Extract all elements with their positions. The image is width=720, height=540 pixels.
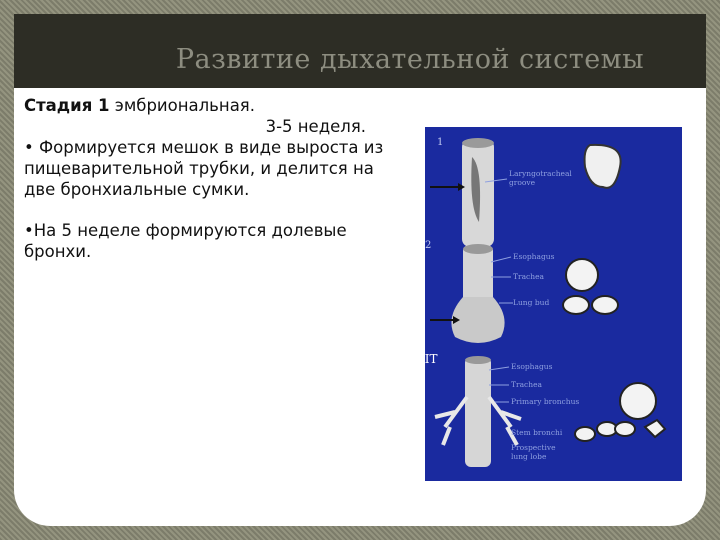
figure-cut-label: IIT xyxy=(420,352,438,366)
label-lung-bud: Lung bud xyxy=(513,298,550,307)
slide-body xyxy=(24,95,384,262)
stage-number-2: 2 xyxy=(425,240,432,251)
stage-number-1: 1 xyxy=(437,137,444,148)
label-stem-bronchi: Stem bronchi xyxy=(511,428,563,437)
foregut-tube-3 xyxy=(465,357,491,467)
label-trachea-1: Trachea xyxy=(513,272,544,281)
stage-line xyxy=(24,95,384,116)
bullet-1: • Формируется мешок в виде выроста из пищеварительной трубки, и делится на две бронхиальные сумки. xyxy=(24,138,384,199)
label-esophagus-1: Esophagus xyxy=(513,252,555,261)
bullet-2: •На 5 неделе формируются долевые бронхи. xyxy=(24,221,347,261)
weeks-line: 3-5 неделя. xyxy=(265,117,366,136)
label-trachea-2: Trachea xyxy=(511,380,542,389)
label-primary-bronchus: Primary bronchus xyxy=(511,397,580,406)
slide-title: Развитие дыхательной системы xyxy=(175,44,645,75)
stage-rest: эмбриональная. xyxy=(109,96,255,115)
label-esophagus-2: Esophagus xyxy=(511,362,553,371)
cross-section-1 xyxy=(585,145,621,188)
stage-bold: Стадия 1 xyxy=(24,96,110,115)
cross-section-esophagus-3 xyxy=(620,383,656,419)
embryology-figure xyxy=(425,127,682,481)
label-laryngotracheal: Laryngotracheal groove xyxy=(509,169,572,187)
label-lung-lobe: Prospective lung lobe xyxy=(511,443,556,461)
cross-section-esophagus xyxy=(566,259,598,291)
